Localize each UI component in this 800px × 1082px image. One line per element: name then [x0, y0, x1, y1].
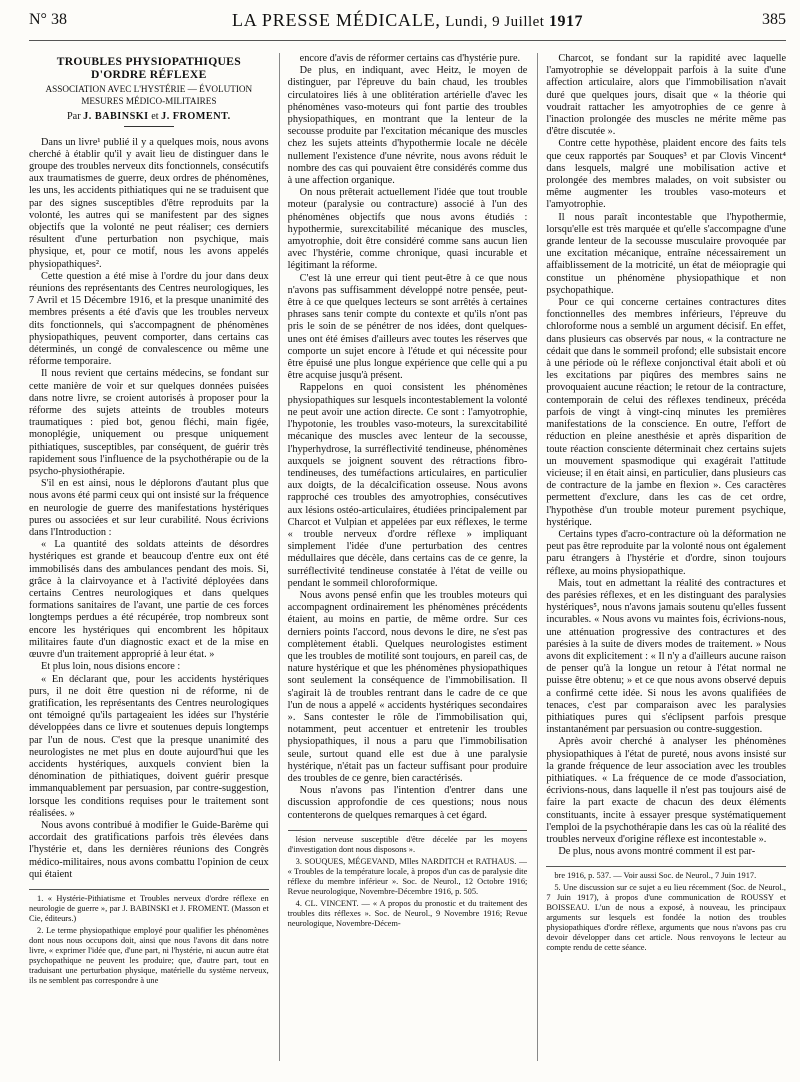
- footnote: 1. « Hystérie-Pithiatisme et Troubles nerveux d'ordre réflexe en neurologie de guerre », par J. BABINSKI et J. FROMENT. (Masson et Cie, éditeurs.): [29, 893, 269, 923]
- paragraph: « La quantité des soldats atteints de désordres hystériques est grande et beaucoup d'entre eux ont été immobilisés dans des ambulances pendant des mois. Si, grâce à la clairvoyance et à l'activité déployées dans certains Centres neurologiques et dans quelques formations sanitaires de l'avant, une partie de ces forces longtemps perdues a été récupérée, trop nombreux sont encore les hystériques qui encombrent les hôpitaux militaires faute d'un diagnostic exact et de la mise en œuvre d'un traitement approprié à leur état. »: [29, 539, 269, 661]
- footnote: lésion nerveuse susceptible d'être décelée par les moyens d'investigation dont nous disposons ».: [287, 834, 528, 854]
- footnote: 2. Le terme physiopathique employé pour qualifier les phénomènes dont nous nous occupons doit, ainsi que nous l'avons dit dans notre livre, « exprimer l'idée que, d'une part, ni l'hystérie, ni aucun autre état psychopathique ne peuvent les produire; que, d'autre part, tout en traduisant une perturbation physique, matérielle du système nerveux, ils ne semblent pas correspondre à une: [29, 925, 269, 985]
- footnote: 3. SOUQUES, MÉGEVAND, Mlles NARDITCH et RATHAUS. — « Troubles de la température locale, à propos d'un cas de paralysie dite réflexe du membre inférieur ». Soc. de Neurol., 12 Octobre 1916; Revue neurologique, Novembre-Décembre 1916, p. 505.: [287, 856, 528, 896]
- footnote: 4. CL. VINCENT. — « A propos du pronostic et du traitement des troubles dits réflexes ». Soc. de Neurol., 9 Novembre 1916; Revue neurologique, Novembre-Décem-: [287, 898, 528, 928]
- article-authors: [29, 111, 269, 122]
- paragraph: encore d'avis de réformer certains cas d'hystérie pure.: [299, 53, 521, 64]
- column-1: [29, 53, 269, 1061]
- paragraph: On nous prêterait actuellement l'idée que tout trouble moteur (paralysie ou contracture) associé à l'un des phénomènes objectifs que nous avons étudiés : hypothermie, surexcitabilité mécanique des muscles, amyotrophie, doit être considéré comme sans aucun lien avec l'hystérie, comme chronique, quasi incurable et légitimant la réforme.: [287, 187, 528, 272]
- paragraph: Nous avons pensé enfin que les troubles moteurs qui accompagnent ordinairement les phénomènes précédents étaient, au moins en partie, de même ordre. Sur ces derniers points l'accord, nous devons le dire, ne s'est pas complètement établi. Quelques neurologistes estiment que les troubles de motilité sont toujours, en pareil cas, de nature hystérique et que les phénomènes physiopathiques sont seulement la conséquence de l'immobilisation. Il s'agirait là de troubles rentrant dans le cadre de ce que l'un de nous a appelé « accidents hystériques secondaires ». Sans contester le rôle de l'immobilisation qui, notamment, peut accentuer et entretenir les troubles physiopathiques, il nous a paru que l'immobilisation seule, surtout quand elle est due à une paralysie hystérique, n'était pas un facteur suffisant pour produire des troubles de ce genre, bien caractérisés.: [287, 589, 528, 784]
- paragraph: Il nous revient que certains médecins, se fondant sur cette manière de voir et sur quelques données puisées dans notre livre, se croient autorisés à proposer pour la réforme des sujets atteints de troubles moteurs traumatiques : pied bot, genou fléchi, main figée, monoplégie, uniquement ou presque uniquement pithiatiques, susceptibles, par conséquent, de guérir très rapidement sous l'influence de la psychothérapie ou de la psycho-physiothérapie.: [29, 368, 269, 478]
- issue-date: Lundi, 9 Juillet: [445, 13, 545, 30]
- article-subtitle-1: ASSOCIATION AVEC L'HYSTÉRIE — ÉVOLUTION: [45, 83, 253, 94]
- author-2: J. FROMENT.: [161, 110, 231, 122]
- page-header: [29, 0, 786, 41]
- paragraph: Rappelons en quoi consistent les phénomènes physiopathiques sur lesquels incontestablement la volonté ne peut avoir une action directe. Ce sont : l'amyotrophie, l'hypotonie, les troubles vaso-moteurs, la surexcitabilité mécanique des muscles avec lenteur de la secousse, l'hyperhydrose, la surréflectivité tendineuse, phénomènes auxquels se joignent souvent des rétractions fibro-tendineuses, des tuméfactions articulaires, en particulier aux doigts, de la décalcification osseuse. Nous avons rapproché ces troubles des amyotrophies, consécutives aux lésions ostéo-articulaires, étudiées principalement par Charcot et Vulpian et appelées par eux réflexes, le terme « trouble nerveux d'ordre réflexe » impliquant simplement l'idée d'une perturbation des centres médullaires que décèle, dans certains cas de ce genre, la surréflectivité tendineuse constatée à l'état de veille ou pendant le sommeil chloroformique.: [287, 382, 528, 589]
- footnote-divider: [29, 889, 269, 890]
- author-1: J. BABINSKI: [83, 110, 149, 122]
- and-label: et: [151, 110, 159, 122]
- paragraph: Et plus loin, nous disions encore :: [41, 661, 181, 673]
- paragraph: Contre cette hypothèse, plaident encore des faits tels que ceux rapportés par Souques³ et par Clovis Vincent⁴ dans lesquels, malgré une mobilisation active et prolongée des membres malades, on voit subsister ou même augmenter les troubles vaso-moteurs et l'amyotrophie.: [546, 138, 787, 211]
- footnote-divider: [546, 866, 786, 867]
- paragraph: Mais, tout en admettant la réalité des contractures et des parésies réflexes, et en les distinguant des paralysies hystériques⁵, nous n'avons jamais soutenu qu'elles fussent incurables. « Nous avons vu maintes fois, écrivions-nous, une atténuation progressive des contractures et des parésies à la suite de divers modes de traitement. » Nous avons dit explicitement : « Il n'y a d'ailleurs aucune raison de penser qu'à la longue un retour à l'état normal ne puisse être obtenu; » et ce que nous avons observé depuis a confirmé cette idée. Si nous les avons qualifiées de tenaces, c'est par comparaison avec les paralysies pithiatiques pures qui s'éclipsent parfois presque instantanément par persuasion ou contre-suggestion.: [546, 577, 787, 736]
- paragraph: De plus, nous avons montré comment il est par-: [558, 846, 756, 858]
- by-label: Par: [67, 110, 81, 122]
- article-columns: [29, 41, 786, 1061]
- column-3: [537, 53, 786, 1061]
- column-2-body: [288, 53, 528, 822]
- paragraph: Nous n'avons pas l'intention d'entrer dans une discussion approfondie de ces questions; nous nous contenterons de quelques remarques à cet égard.: [287, 785, 528, 821]
- column-3-footnotes: [546, 871, 786, 953]
- paragraph: Pour ce qui concerne certaines contractures dites fonctionnelles des membres inférieurs, l'épreuve du chloroforme nous a semblé un argument décisif. En effet, dans plusieurs cas observés par nous, « la contracture ne cédait que dans le sommeil profond; elle subsistait encore à une période où le réflexe conjonctival était aboli et où les excitations par piqûres des membres sains ne provoquaient aucune réaction; le retour de la contracture, contemporain de celui des réflexes tendineux, précéda parfois de vingt à vingt-cinq minutes les premières manifestations de la conscience. En outre, l'effort de réduction en pleine anesthésie et après disparition de toute réaction consciente déterminait chez certains sujets un mouvement spasmodique qui exagérait l'attitude vicieuse; il en était ainsi, en particulier, dans plusieurs cas de contracture de la jambe en flexion ». Ces caractères permettent d'exclure, dans les cas de cet ordre, l'hypothèse d'un trouble moteur purement psychique, hystérique.: [546, 297, 787, 528]
- page-number: 385: [762, 11, 786, 28]
- footnote: bre 1916, p. 537. — Voir aussi Soc. de Neurol., 7 Juin 1917.: [554, 871, 757, 881]
- paragraph: Après avoir cherché à analyser les phénomènes physiopathiques à l'état de pureté, nous avons insisté sur la grande fréquence de leur association avec les troubles pithiatiques. « La fréquence de ce mode d'association, écrivions-nous, dans laquelle il n'est pas toujours aisé de faire la part exacte de chacun des deux éléments constituants, incite à essayer presque systématiquement l'emploi de la psychothérapie dans les cas où la réalité des troubles nerveux d'origine réflexe est incontestable ».: [546, 736, 787, 845]
- paragraph: Certains types d'acro-contracture où la déformation ne peut pas être reproduite par la volonté nous ont également paru étrangers à l'hystérie et d'ordre, sinon toujours réflexe, au moins physiopathique.: [546, 528, 787, 577]
- issue-year: 1917: [548, 12, 583, 30]
- issue-number: N° 38: [29, 11, 67, 28]
- paragraph: Nous avons contribué à modifier le Guide-Barème qui accordait des gratifications parfois très élevées dans l'hystérie et, dans les dernières réunions des Congrès médico-militaires, nous avons combattu l'opinion de ceux qui étaient: [29, 819, 269, 880]
- paragraph: Charcot, se fondant sur la rapidité avec laquelle l'amyotrophie se développait parfois à la suite d'une affection articulaire, alors que l'immobilisation n'avait duré que quelques jours, disait que « la théorie qui voudrait rattacher les amyotrophies de ce genre à l'inaction prolongée des muscles ne mérite même pas d'être discutée ».: [546, 53, 787, 138]
- article-title: TROUBLES PHYSIOPATHIQUES D'ORDRE RÉFLEXE: [56, 55, 241, 82]
- masthead: [144, 10, 671, 31]
- article-subtitle-2: MESURES MÉDICO-MILITAIRES: [81, 95, 217, 106]
- journal-title: LA PRESSE MÉDICALE,: [232, 9, 441, 30]
- paragraph: Il nous paraît incontestable que l'hypothermie, lorsqu'elle est très marquée et qu'elle s'accompagne d'une grande lenteur de la secousse musculaire provoquée par une excitation mécanique, entraîne nécessairement un affaiblissement de la motricité, un état de méiopragie qui constitue un phénomène physiopathique et non psychopathique.: [546, 211, 787, 296]
- paragraph: S'il en est ainsi, nous le déplorons d'autant plus que nous avons été parmi ceux qui ont insisté sur la fréquence en neurologie de guerre des manifestations hystériques pures ou associées et sur leur curabilité. Nous écrivions dans l'Introduction :: [29, 478, 269, 539]
- footnote: 5. Une discussion sur ce sujet a eu lieu récemment (Soc. de Neurol., 7 Juin 1917), à propos d'une communication de ROUSSY et BOISSEAU. L'un de nous a exposé, à nouveau, les principaux arguments sur lesquels est fondée la notion des troubles physiopathiques d'ordre réflexe, arguments que nous n'avons pas cru devoir développer dans cet article. Nous renvoyons le lecteur au compte rendu de cette séance.: [546, 883, 787, 953]
- column-3-body: [546, 53, 786, 858]
- column-2-footnotes: [288, 835, 528, 929]
- paragraph: « En déclarant que, pour les accidents hystériques purs, il ne doit être question ni de réforme, ni de gratification, les représentants des Centres neurologiques ont témoigné qu'ils partageaient les idées sur l'hystérie développées dans ce livre et soutenues depuis longtemps par l'un de nous. C'est que la presque unanimité des neurologistes ne met plus en doute aujourd'hui que les accidents hystériques, auxquels convient bien la dénomination de pithiatiques, doivent guérir presque immanquablement par persuasion, par contre-suggestion, lorsque les conditions requises pour le traitement sont réalisées. »: [29, 673, 269, 819]
- paragraph: De plus, en indiquant, avec Heitz, le moyen de distinguer, par l'épreuve du bain chaud, les troubles circulatoires liés à une oblitération artérielle d'avec les phénomènes vaso-moteurs qui font partie des troubles physiopathiques, en montrant que la lenteur de la secousse produite par l'excitation mécanique des muscles chez les sujets atteints d'hypothermie locale ne décèle nullement l'existence d'une névrite, nous avons réduit le nombre des cas qui pouvaient être considérés comme dus à une affection organique.: [287, 65, 528, 187]
- paragraph: C'est là une erreur qui tient peut-être à ce que nous n'avons pas suffisamment développé notre pensée, peut-être à ce que quelques lecteurs se sont arrêtés à certaines phrases sans tenir compte du contexte et qu'ils n'ont pas pris le soin de se pénétrer de nos idées, dont quelques-unes ont été émises d'ailleurs avec toutes les réserves que comporte un sujet encore à l'étude et qui nécessite pour être épuisé une plus longue expérience que celle qui a pu être acquise jusqu'à présent.: [287, 272, 528, 382]
- title-divider: [124, 126, 174, 127]
- footnote-divider: [288, 830, 528, 831]
- paragraph: Cette question a été mise à l'ordre du jour dans deux réunions des représentants des Centres neurologiques, les 7 Avril et 15 Décembre 1916, et la presque unanimité des membres présents a été d'avis que les troubles nerveux dits fonctionnels, qui s'accompagnent de phénomènes physiopathiques, peuvent comporter, dans certains cas déterminés, un congé de convalescence ou même une réforme temporaire.: [29, 270, 269, 368]
- column-1-body: [29, 137, 269, 881]
- paragraph: Dans un livre¹ publié il y a quelques mois, nous avons cherché à établir qu'il y avait lieu de distinguer dans le groupe des troubles nerveux dits fonctionnels, consécutifs aux traumatismes de guerre, deux ordres de phénomènes, les uns, les accidents pithiatiques qui ne se traduisent que par des signes susceptibles d'être reproduits par la volonté, les autres qui se manifestent par des signes objectifs que la volonté ne peut réaliser; ces derniers résultent d'une perturbation non psychique, mais physique, et, pour ce motif, nous les avons appelés physiopathiques².: [29, 136, 269, 270]
- column-2: [279, 53, 528, 1061]
- column-1-footnotes: [29, 894, 269, 986]
